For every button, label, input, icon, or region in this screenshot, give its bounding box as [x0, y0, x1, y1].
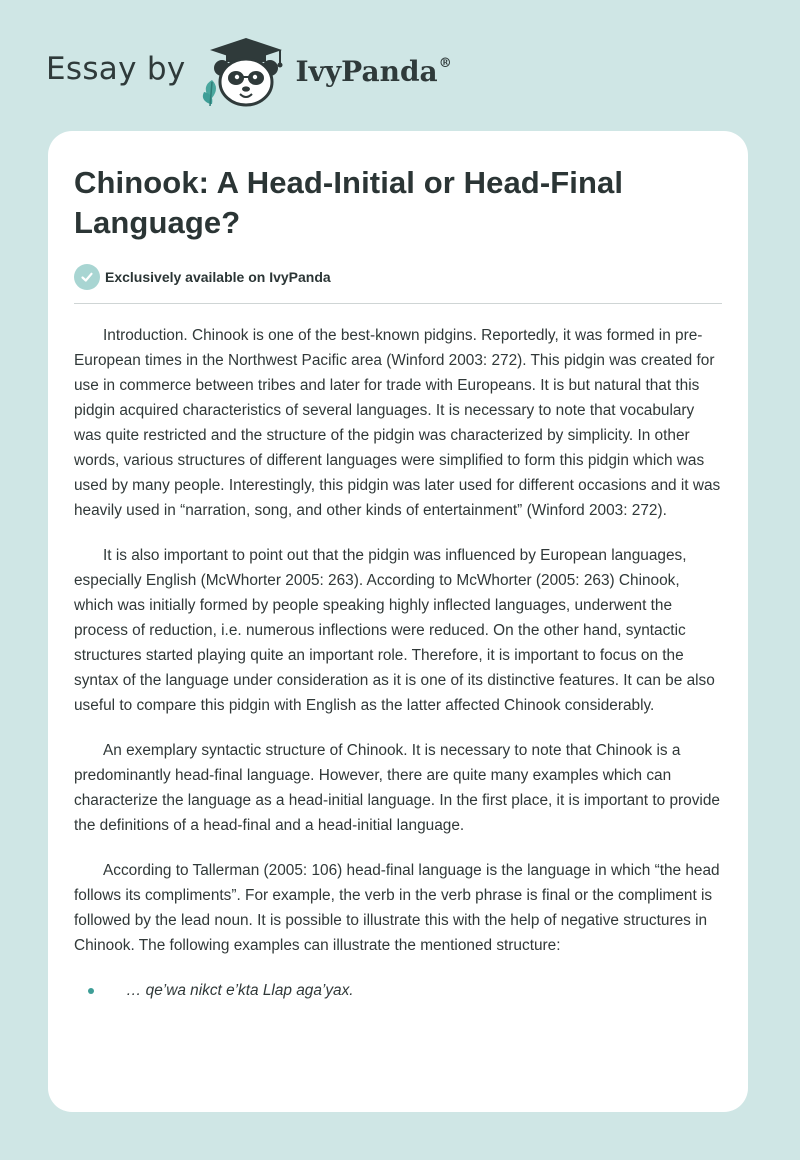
brand-name[interactable]: IvyPanda® [295, 54, 452, 88]
panda-graduate-icon[interactable] [200, 34, 292, 110]
paragraph: An exemplary syntactic structure of Chinook. It is necessary to note that Chinook is a predominantly head-final language. However, there are quite many examples which can characterize the language as a head-initial language. In the first place, it is important to provide the definitions of a head-final and a head-initial language. [74, 742, 720, 834]
registered-mark: ® [438, 55, 452, 71]
divider [74, 303, 722, 304]
site-header [46, 34, 452, 110]
check-circle-icon [74, 264, 100, 290]
bullet-icon [88, 988, 94, 994]
paragraph: It is also important to point out that the pidgin was influenced by European languages, especially English (McWhorter 2005: 263). According to McWhorter (2005: 263) Chinook, which was initially formed by people speaking highly inflected languages, underwent the process of reduction, i.e. numerous inflections were reduced. On the other hand, syntactic structures started playing quite an important role. Therefore, it is important to focus on the syntax of the language under consideration as it is one of its distinctive features. It can be also useful to compare this pidgin with English as the latter affected Chinook considerably. [74, 547, 715, 714]
paragraph: Introduction. Chinook is one of the best-known pidgins. Reportedly, it was formed in pre-European times in the Northwest Pacific area (Winford 2003: 272). This pidgin was created for use in commerce between tribes and later for trade with Europeans. It is but natural that this pidgin acquired characteristics of several languages. It is necessary to note that vocabulary was quite restricted and the structure of the pidgin was characterized by simplicity. In other words, various structures of different languages were simplified to form this pidgin which was used by many people. Interestingly, this pidgin was later used for different occasions and it was heavily used in “narration, song, and other kinds of entertainment” (Winford 2003: 272). [74, 327, 721, 519]
example-list [74, 978, 722, 1003]
list-item [74, 978, 722, 1003]
paragraph: According to Tallerman (2005: 106) head-final language is the language in which “the head follows its compliments”. For example, the verb in the verb phrase is final or the compliment is followed by the lead noun. It is possible to illustrate this with the help of negative structures in Chinook. The following examples can illustrate the mentioned structure: [74, 862, 720, 954]
essay-body [74, 323, 722, 1003]
exclusive-badge [74, 264, 722, 290]
essay-card [48, 131, 748, 1112]
page-title: Chinook: A Head-Initial or Head-Final Language? [74, 165, 624, 240]
exclusive-label: Exclusively available on IvyPanda [105, 269, 331, 285]
brand-lead-text: Essay by [46, 51, 186, 87]
example-text: … qe’wa nikct e’kta Llap aga’yax. [126, 982, 354, 999]
